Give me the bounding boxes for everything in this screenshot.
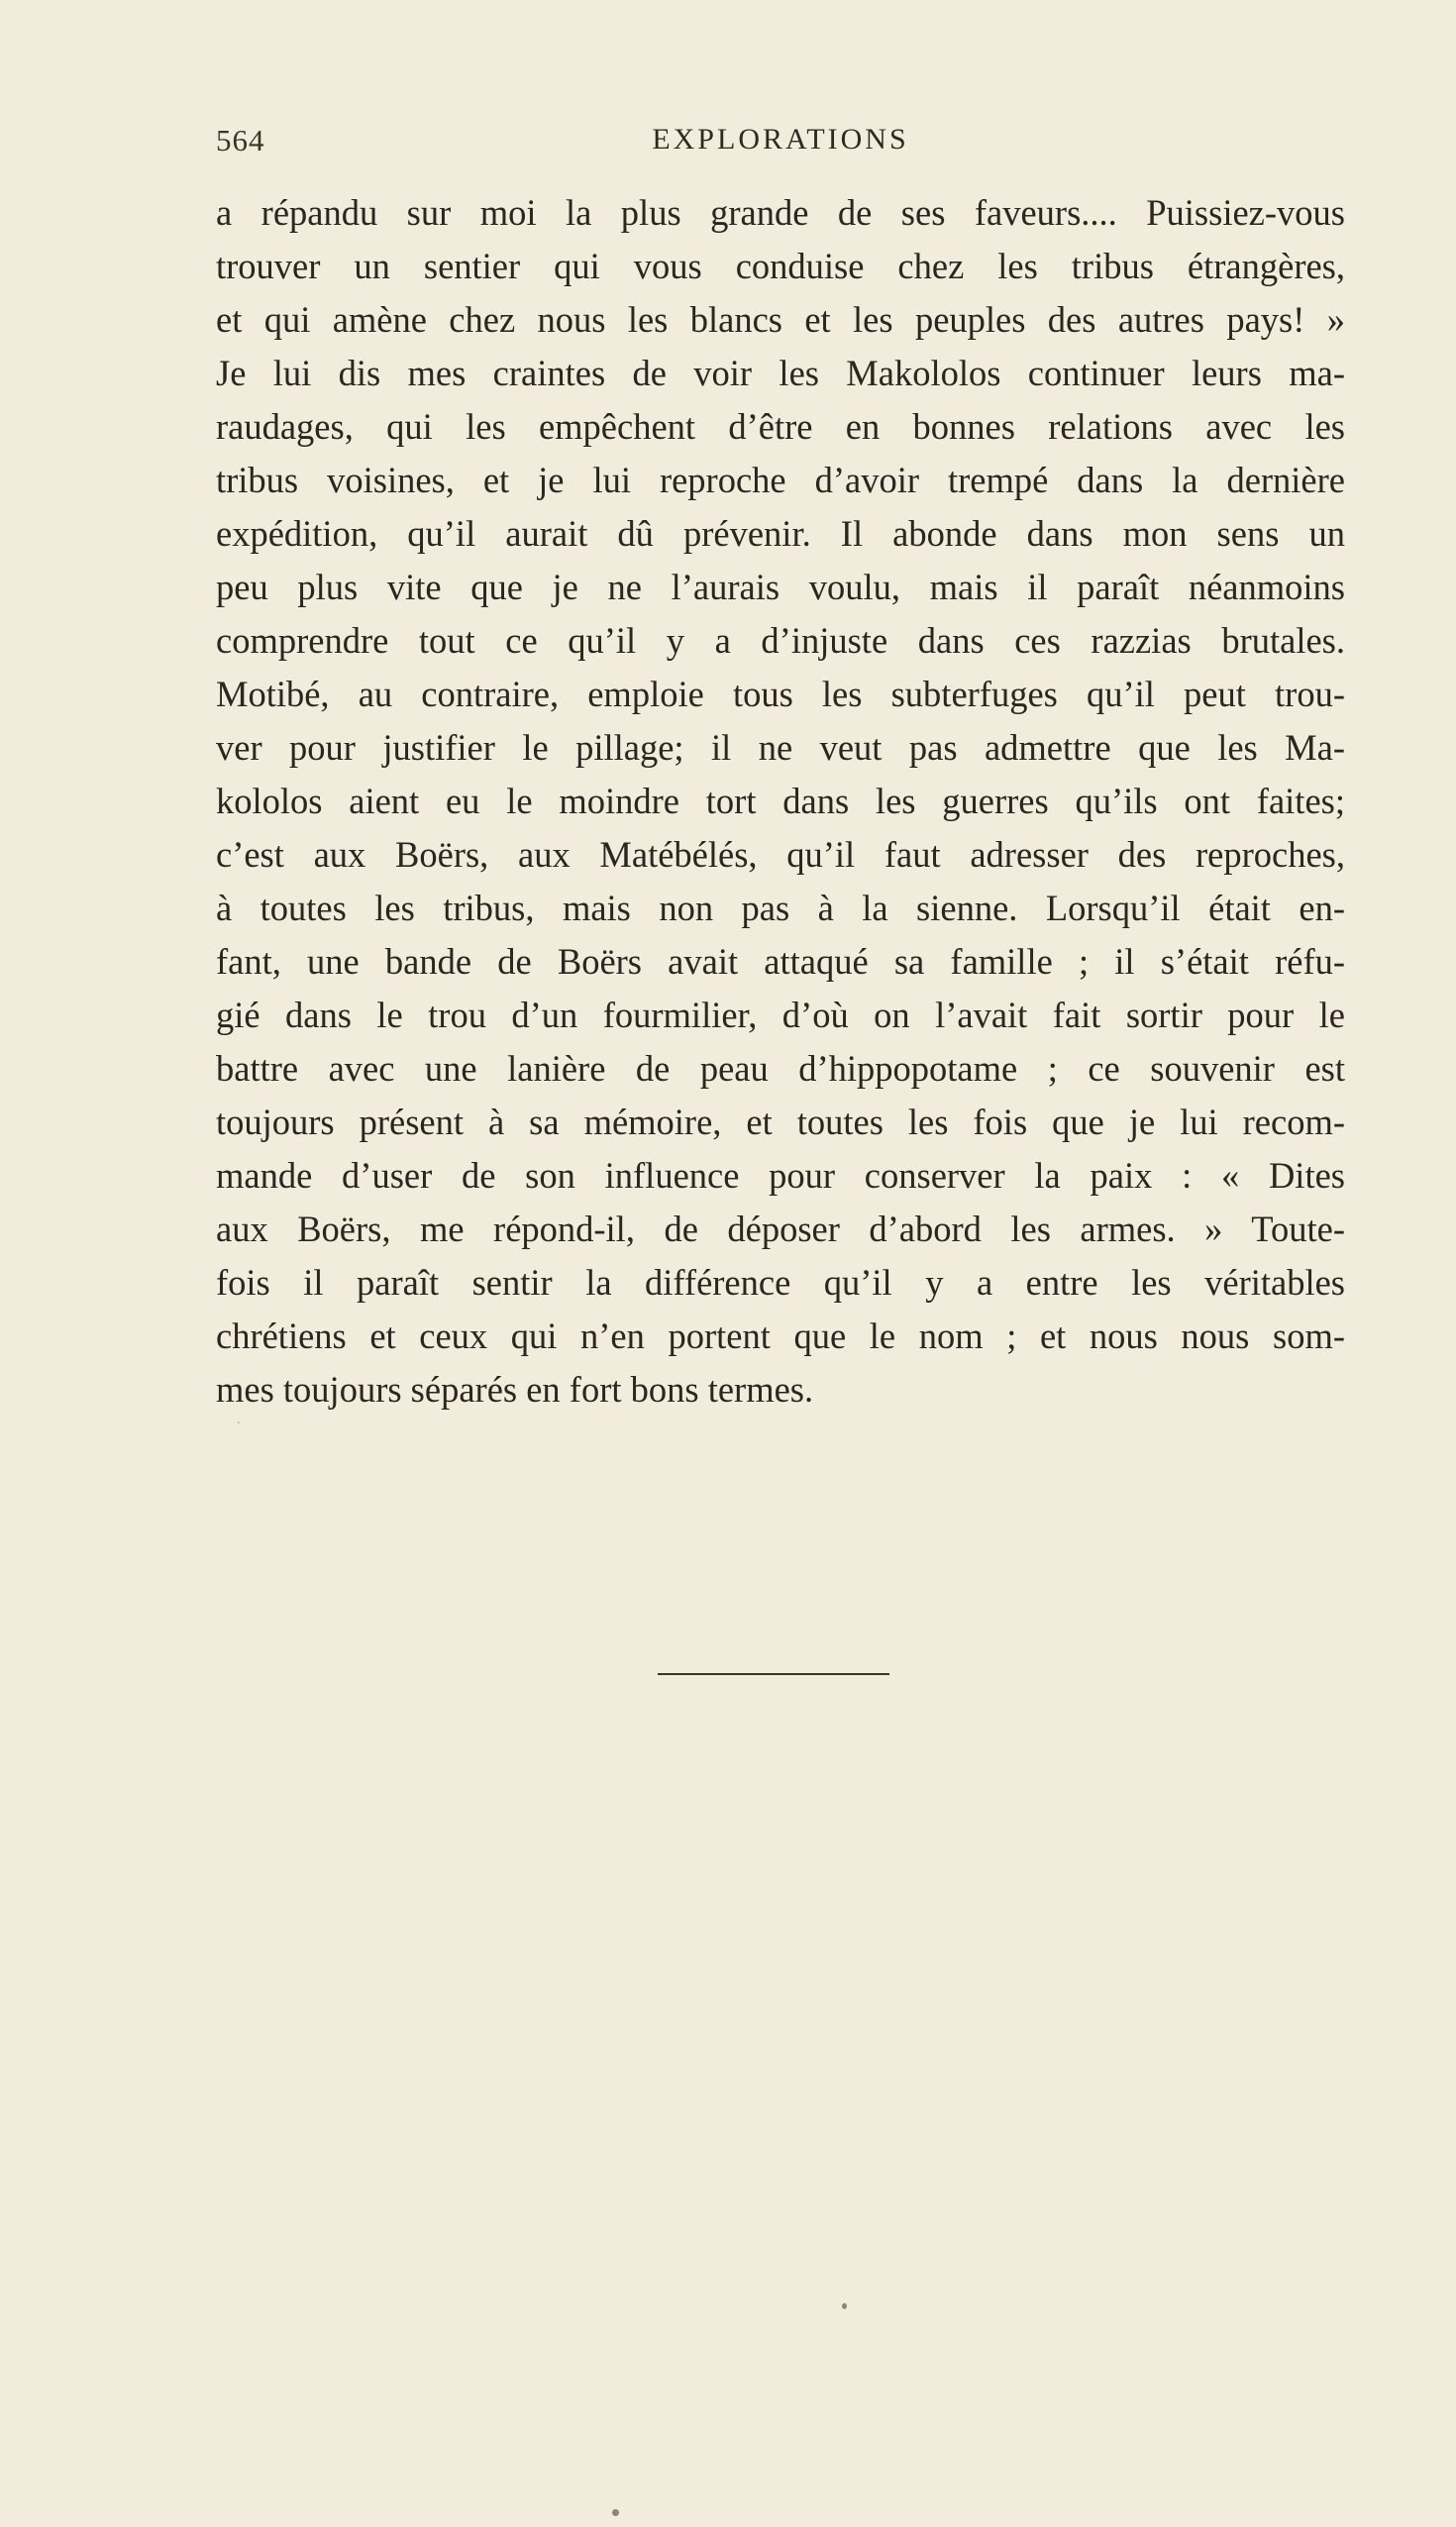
text-line: ver pour justifier le pillage; il ne veut pas admettre que les Ma-: [216, 727, 1345, 768]
text-line: fois il paraît sentir la différence qu’il y a entre les véritables: [216, 1262, 1345, 1303]
text-line: aux Boërs, me répond-il, de déposer d’abord les armes. » Toute-: [216, 1209, 1345, 1249]
text-line: fant, une bande de Boërs avait attaqué sa famille ; il s’était réfu-: [216, 941, 1345, 982]
text-line: kololos aient eu le moindre tort dans les guerres qu’ils ont faites;: [216, 781, 1345, 821]
text-line: raudages, qui les empêchent d’être en bonnes relations avec les: [216, 406, 1345, 447]
page-number: 564: [216, 123, 265, 158]
running-head: [216, 123, 1345, 170]
text-line: mande d’user de son influence pour conserver la paix : « Dites: [216, 1155, 1345, 1196]
text-line: peu plus vite que je ne l’aurais voulu, mais il paraît néanmoins: [216, 567, 1345, 607]
text-line: c’est aux Boërs, aux Matébélés, qu’il faut adresser des reproches,: [216, 834, 1345, 875]
text-line: a répandu sur moi la plus grande de ses faveurs.... Puissiez-vous: [216, 192, 1345, 233]
text-line: chrétiens et ceux qui n’en portent que le nom ; et nous nous som-: [216, 1316, 1345, 1356]
text-line: à toutes les tribus, mais non pas à la sienne. Lorsqu’il était en-: [216, 888, 1345, 928]
end-rule: [658, 1673, 889, 1675]
text-line: tribus voisines, et je lui reproche d’avoir trempé dans la dernière: [216, 460, 1345, 500]
paper-speck: [842, 2303, 847, 2309]
text-line: toujours présent à sa mémoire, et toutes les fois que je lui recom-: [216, 1102, 1345, 1142]
text-line: mes toujours séparés en fort bons termes.: [216, 1369, 814, 1410]
paper-speck: [238, 1421, 240, 1423]
text-line: expédition, qu’il aurait dû prévenir. Il abonde dans mon sens un: [216, 513, 1345, 554]
text-line: comprendre tout ce qu’il y a d’injuste dans ces razzias brutales.: [216, 620, 1345, 661]
text-line: Motibé, au contraire, emploie tous les subterfuges qu’il peut trou-: [216, 674, 1345, 714]
paper-speck: [612, 2509, 619, 2516]
text-line: Je lui dis mes craintes de voir les Makololos continuer leurs ma-: [216, 353, 1345, 393]
text-line: et qui amène chez nous les blancs et les peuples des autres pays! »: [216, 299, 1345, 340]
body-text: [216, 186, 1345, 1417]
text-line: gié dans le trou d’un fourmilier, d’où on l’avait fait sortir pour le: [216, 995, 1345, 1035]
text-line: battre avec une lanière de peau d’hippopotame ; ce souvenir est: [216, 1048, 1345, 1089]
running-title: EXPLORATIONS: [652, 123, 909, 156]
text-line: trouver un sentier qui vous conduise chez les tribus étrangères,: [216, 246, 1345, 286]
